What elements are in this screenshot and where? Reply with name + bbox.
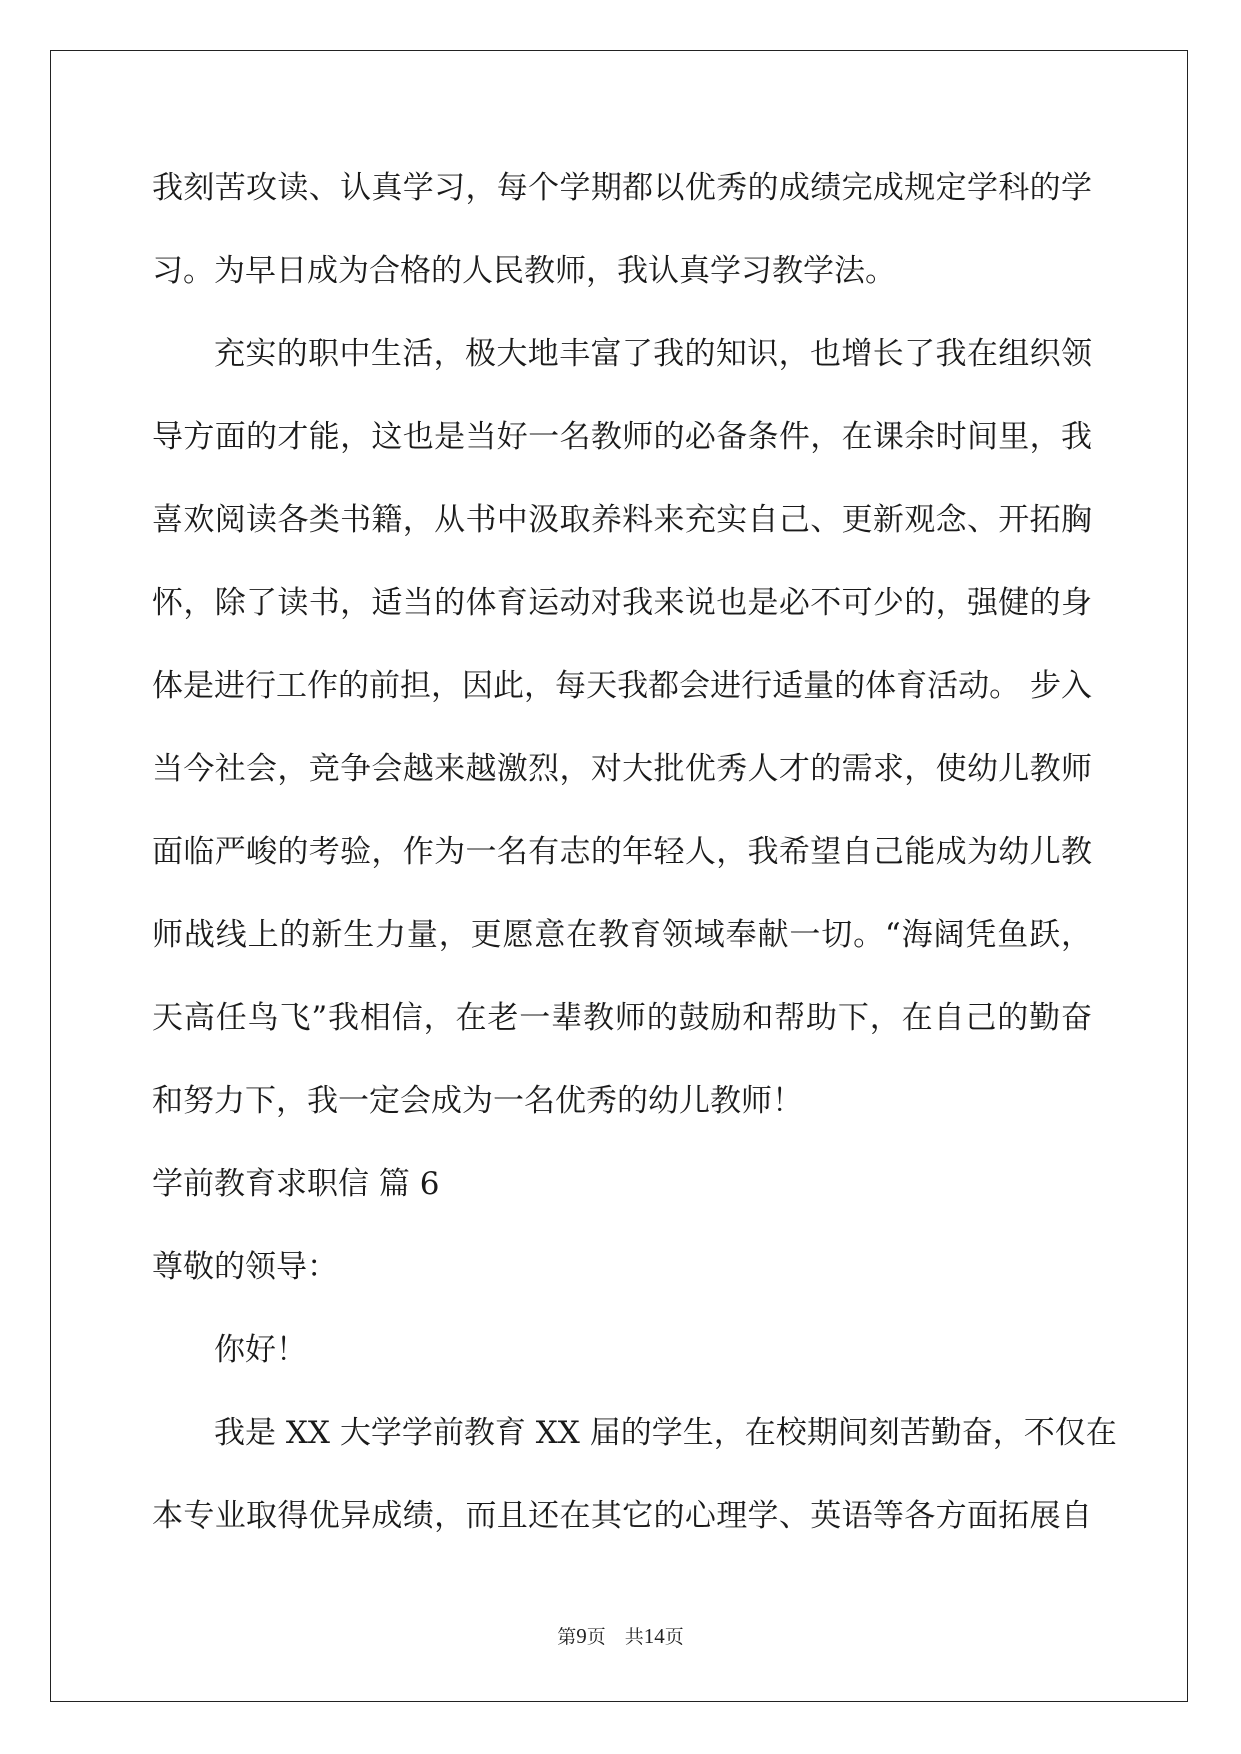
page-footer (0, 1622, 1241, 1649)
paragraph-line: 当今社会，竞争会越来越激烈，对大批优秀人才的需求，使幼儿教师 (152, 751, 1092, 787)
salutation: 尊敬的领导： (152, 1249, 338, 1285)
paragraph-line: 和努力下，我一定会成为一名优秀的幼儿教师！ (152, 1083, 803, 1119)
paragraph-line: 面临严峻的考验，作为一名有志的年轻人，我希望自己能成为幼儿教 (152, 834, 1092, 870)
paragraph-line: 天高任鸟飞”我相信，在老一辈教师的鼓励和帮助下，在自己的勤奋 (152, 1000, 1092, 1036)
paragraph-line: 我是 XX 大学学前教育 XX 届的学生，在校期间刻苦勤奋，不仅在 (214, 1415, 1117, 1451)
current-page-number: 9 (576, 1624, 587, 1648)
paragraph-line: 体是进行工作的前担，因此，每天我都会进行适量的体育活动。 步入 (152, 668, 1092, 704)
paragraph-line: 师战线上的新生力量，更愿意在教育领域奉献一切。“海阔凭鱼跃， (152, 917, 1092, 953)
footer-prefix: 第 (557, 1626, 577, 1648)
paragraph-line: 导方面的才能，这也是当好一名教师的必备条件，在课余时间里，我 (152, 419, 1092, 455)
section-heading: 学前教育求职信 篇 6 (152, 1166, 440, 1202)
document-body (152, 158, 1117, 1569)
total-page-count: 14 (643, 1624, 665, 1648)
greeting: 你好！ (214, 1332, 307, 1368)
paragraph-line: 怀，除了读书，适当的体育运动对我来说也是必不可少的，强健的身 (152, 585, 1092, 621)
footer-suffix: 页 (664, 1626, 684, 1648)
paragraph-line: 喜欢阅读各类书籍，从书中汲取养料来充实自己、更新观念、开拓胸 (152, 502, 1092, 538)
paragraph-line: 习。为早日成为合格的人民教师，我认真学习教学法。 (152, 253, 896, 289)
footer-middle: 页 共 (586, 1626, 644, 1648)
paragraph-line: 我刻苦攻读、认真学习，每个学期都以优秀的成绩完成规定学科的学 (152, 170, 1092, 206)
paragraph-line: 本专业取得优异成绩，而且还在其它的心理学、英语等各方面拓展自 (152, 1498, 1092, 1534)
paragraph-line: 充实的职中生活，极大地丰富了我的知识，也增长了我在组织领 (214, 336, 1092, 372)
